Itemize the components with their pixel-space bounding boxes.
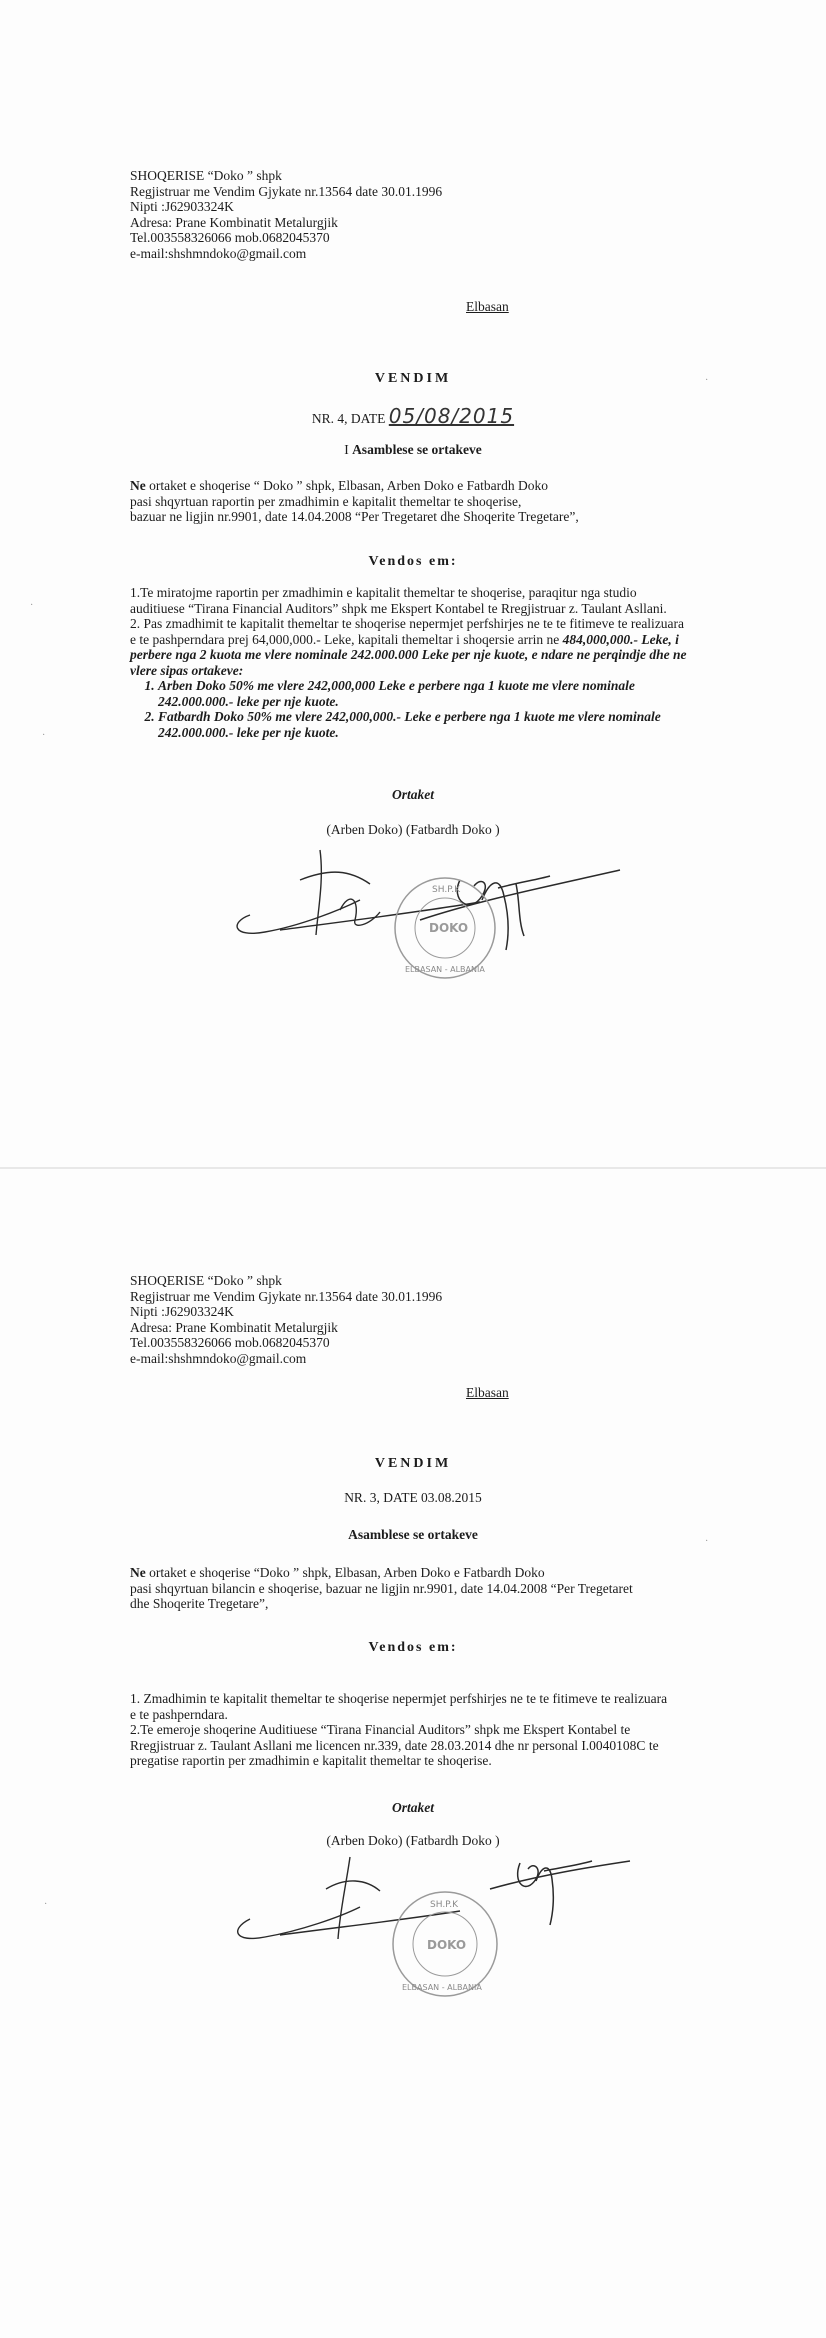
intro-line-2: pasi shqyrtuan raportin per zmadhimin e kapitalit themeltar te shoqerise, <box>130 493 522 509</box>
resolution-item-1: 1. Zmadhimin te kapitalit themeltar te shoqerise nepermjet perfshirjes ne te te fitimeve te realizuara e te pashperndara. <box>130 1691 668 1722</box>
stamp-center-text: DOKO <box>429 921 469 935</box>
signature-arben <box>238 1857 460 1939</box>
resolution-item-2 <box>130 616 690 678</box>
scan-speck: · <box>705 375 709 386</box>
resolution-heading: Vendos em: <box>368 1640 458 1655</box>
intro-line-1: ortaket e shoqerise “ Doko ” shpk, Elbasan, Arben Doko e Fatbardh Doko <box>145 478 549 493</box>
subtitle-text: Asamblese se ortakeve <box>352 442 482 457</box>
partners-heading: Ortaket <box>392 787 434 802</box>
resolution-item-2-text: 2. Pas zmadhimit te kapitalit themeltar te shoqerise nepermjet perfshirjes ne te te fitimeve te realizuara e te pashperndara prej 64,000,000.- Leke, kapitali themeltar i shoqersie arrin ne <box>130 616 685 647</box>
scan-speck: · <box>42 730 46 741</box>
registration-line: Regjistruar me Vendim Gjykate nr.13564 date 30.01.1996 <box>130 183 443 199</box>
scan-speck: · <box>30 600 34 611</box>
city-label: Elbasan <box>466 1385 509 1400</box>
address-line: Adresa: Prane Kombinatit Metalurgjik <box>130 214 338 230</box>
intro-line-3: bazuar ne ligjin nr.9901, date 14.04.2008 “Per Tregetaret dhe Shoqerite Tregetare”, <box>130 509 579 524</box>
email-line: e-mail:shshmndoko@gmail.com <box>130 1350 307 1366</box>
document-title: VENDIM <box>374 371 452 386</box>
resolution-item-1: 1.Te miratojme raportin per zmadhimin e kapitalit themeltar te shoqerise, paraqitur nga studio auditiuese “Tirana Financial Auditors” shpk me Ekspert Kontabel te Rregjistruar z. Taulant Asllani. <box>130 585 667 616</box>
intro-line-2: pasi shqyrtuan bilancin e shoqerise, bazuar ne ligjin nr.9901, date 14.04.2008 “Per Tregetaret dhe Shoqerite Tregetare”, <box>130 1580 633 1611</box>
partner-share-item: 2. Fatbardh Doko 50% me vlere 242,000,000.- Leke e perbere nga 1 kuote me vlere nominale 242.000.000.- leke per nje kuote. <box>158 709 690 740</box>
company-header <box>130 1273 442 1366</box>
subtitle-number: I <box>344 442 349 457</box>
company-stamp <box>395 878 495 978</box>
partners-heading: Ortaket <box>392 1800 434 1815</box>
intro-lead: Ne <box>130 1565 146 1580</box>
document-title: VENDIM <box>374 1456 452 1471</box>
resolution-body <box>130 585 690 740</box>
handwritten-date: 05/08/2015 <box>388 404 515 428</box>
company-stamp <box>393 1892 497 1996</box>
decision-number: NR. 4, DATE <box>311 411 386 426</box>
company-name: SHOQERISE “Doko ” shpk <box>130 168 282 183</box>
resolution-heading: Vendos em: <box>368 554 458 569</box>
company-name: SHOQERISE “Doko ” shpk <box>130 1273 282 1288</box>
partner-names: (Arben Doko) (Fatbardh Doko ) <box>326 1833 500 1848</box>
resolution-item-2: 2.Te emeroje shoqerine Auditiuese “Tirana Financial Auditors” shpk me Ekspert Kontabel te Rregjistruar z. Taulant Asllani me licencen nr.339, date 28.03.2014 dhe nr personal I.0040108C te pregatise raportin per zmadhimin e kapitalit themeltar te shoqerise. <box>130 1722 659 1768</box>
nipt-line: Nipti :J62903324K <box>130 1304 234 1319</box>
stamp-bottom-text: ELBASAN - ALBANIA <box>405 965 485 974</box>
assembly-subtitle <box>0 442 826 458</box>
signature-fatbardh <box>420 870 620 950</box>
document-page-2 <box>0 1169 826 2338</box>
subtitle-text: Asamblese se ortakeve <box>348 1527 478 1542</box>
decision-number-line <box>0 404 826 428</box>
company-header <box>130 168 442 261</box>
registration-line: Regjistruar me Vendim Gjykate nr.13564 date 30.01.1996 <box>130 1288 443 1304</box>
stamp-top-text: SH.P.K <box>432 885 460 895</box>
resolution-body <box>130 1691 670 1769</box>
phone-line: Tel.003558326066 mob.0682045370 <box>130 230 330 245</box>
intro-lead: Ne <box>130 478 146 493</box>
partner-names: (Arben Doko) (Fatbardh Doko ) <box>326 822 500 837</box>
signatures-and-stamp <box>220 840 640 990</box>
address-line: Adresa: Prane Kombinatit Metalurgjik <box>130 1319 338 1335</box>
stamp-bottom-text: ELBASAN - ALBANIA <box>402 1983 482 1992</box>
email-line: e-mail:shshmndoko@gmail.com <box>130 245 307 261</box>
capital-summary: 484,000,000.- Leke, i perbere nga 2 kuota me vlere nominale 242.000.000 Leke per nje kuote, e ndare ne perqindje dhe ne vlere sipas ortakeve: <box>130 631 687 678</box>
scan-speck: · <box>705 1536 709 1547</box>
nipt-line: Nipti :J62903324K <box>130 199 234 214</box>
partner-share-item: 1. Arben Doko 50% me vlere 242,000,000 Leke e perbere nga 1 kuote me vlere nominale 242.000.000.- leke per nje kuote. <box>158 678 690 709</box>
intro-paragraph <box>130 1565 640 1612</box>
scan-speck: · <box>44 1899 48 1910</box>
assembly-subtitle <box>0 1527 826 1543</box>
intro-paragraph <box>130 478 690 525</box>
phone-line: Tel.003558326066 mob.0682045370 <box>130 1335 330 1350</box>
signatures-and-stamp <box>220 1849 640 1999</box>
signature-fatbardh <box>490 1861 630 1925</box>
partner-shares-list <box>130 678 690 740</box>
intro-line-1: ortaket e shoqerise “Doko ” shpk, Elbasan, Arben Doko e Fatbardh Doko <box>145 1565 545 1580</box>
city-label: Elbasan <box>466 299 509 314</box>
stamp-center-text: DOKO <box>427 1938 467 1952</box>
decision-number: NR. 3, DATE 03.08.2015 <box>344 1490 482 1505</box>
stamp-top-text: SH.P.K <box>430 1900 458 1910</box>
